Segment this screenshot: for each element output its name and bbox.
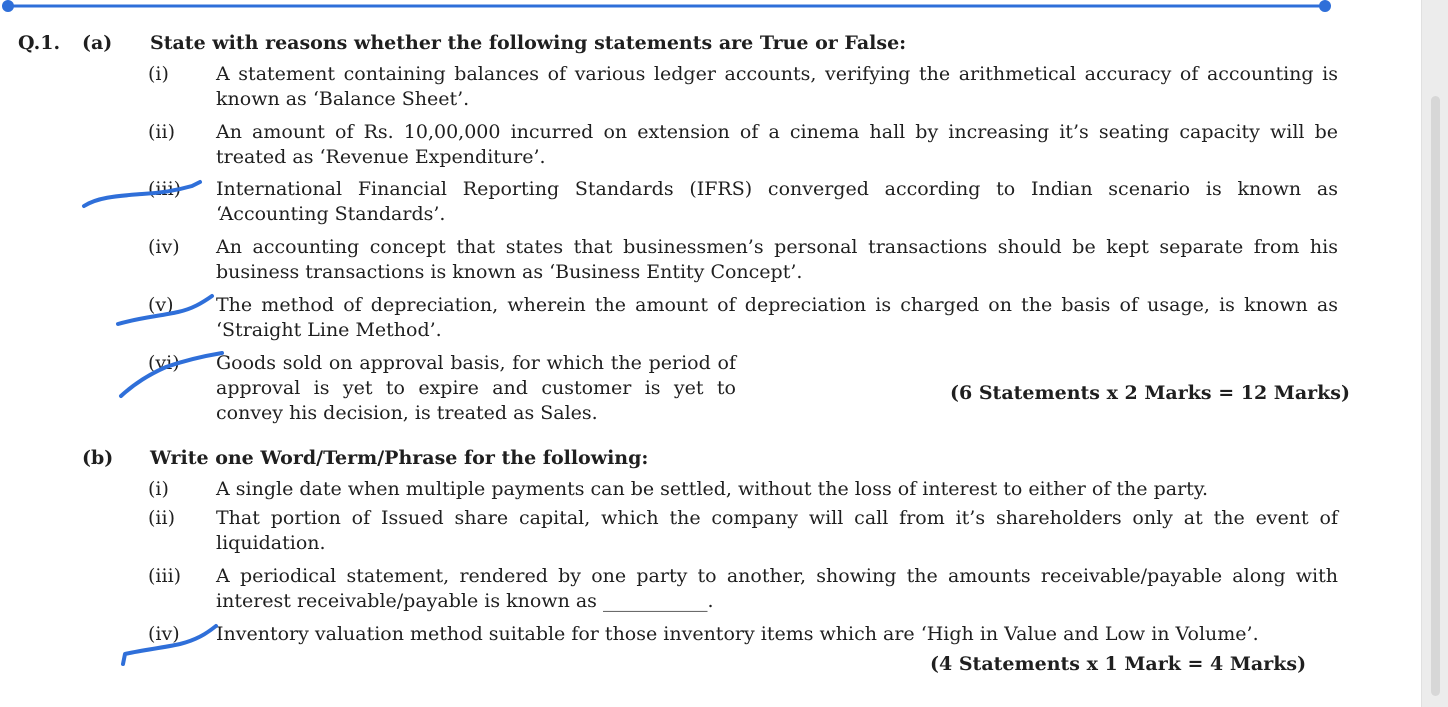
item-text: The method of depreciation, wherein the amount of depreciation is charged on the basis of usage, is known as ‘Straight Line Method’. xyxy=(216,294,1338,341)
list-item xyxy=(148,477,1338,502)
part-b-heading: Write one Word/Term/Phrase for the following: xyxy=(150,447,649,469)
list-item xyxy=(148,235,1338,285)
list-item xyxy=(148,293,1338,343)
item-text: An accounting concept that states that businessmen’s personal transactions should be kept separate from his business transactions is known as ‘Business Entity Concept’. xyxy=(216,236,1338,283)
item-number: (iv) xyxy=(148,236,180,258)
item-number: (iii) xyxy=(148,565,182,587)
item-number: (iii) xyxy=(148,178,182,200)
scrollbar[interactable] xyxy=(1421,0,1448,707)
item-text: A periodical statement, rendered by one party to another, showing the amounts receivable/payable along with interest receivable/payable is known as ___________. xyxy=(216,565,1338,612)
item-number: (i) xyxy=(148,63,169,85)
item-number: (v) xyxy=(148,294,174,316)
marks-a: (6 Statements x 2 Marks = 12 Marks) xyxy=(950,382,1350,404)
item-text: A single date when multiple payments can be settled, without the loss of interest to either of the party. xyxy=(216,478,1209,500)
list-item xyxy=(148,622,1338,647)
item-number: (ii) xyxy=(148,121,175,143)
list-item xyxy=(148,177,1338,227)
item-number: (vi) xyxy=(148,352,180,374)
question-number: Q.1. xyxy=(18,32,61,54)
item-number: (iv) xyxy=(148,623,180,645)
part-a-label: (a) xyxy=(82,32,113,54)
scrollbar-thumb[interactable] xyxy=(1431,96,1440,696)
item-text: An amount of Rs. 10,00,000 incurred on extension of a cinema hall by increasing it’s seating capacity will be treated as ‘Revenue Expenditure’. xyxy=(216,121,1338,168)
item-text: A statement containing balances of various ledger accounts, verifying the arithmetical accuracy of accounting is known as ‘Balance Sheet’. xyxy=(216,63,1338,110)
part-b-label: (b) xyxy=(82,447,114,469)
marks-b: (4 Statements x 1 Mark = 4 Marks) xyxy=(930,653,1307,675)
list-item xyxy=(148,564,1338,614)
item-text: International Financial Reporting Standards (IFRS) converged according to Indian scenario is known as ‘Accounting Standards’. xyxy=(216,178,1338,225)
item-text: That portion of Issued share capital, which the company will call from it’s shareholders only at the event of liquidation. xyxy=(216,507,1338,554)
list-item xyxy=(148,62,1338,112)
item-number: (i) xyxy=(148,478,169,500)
list-item xyxy=(148,120,1338,170)
item-number: (ii) xyxy=(148,507,175,529)
list-item xyxy=(148,506,1338,556)
item-text: Inventory valuation method suitable for those inventory items which are ‘High in Value and Low in Volume’. xyxy=(216,623,1259,645)
annotation-top-line xyxy=(0,0,1422,16)
item-text: Goods sold on approval basis, for which the period of approval is yet to expire and customer is yet to convey his decision, is treated as Sales. xyxy=(216,352,736,424)
part-a-heading: State with reasons whether the following statements are True or False: xyxy=(150,32,907,54)
